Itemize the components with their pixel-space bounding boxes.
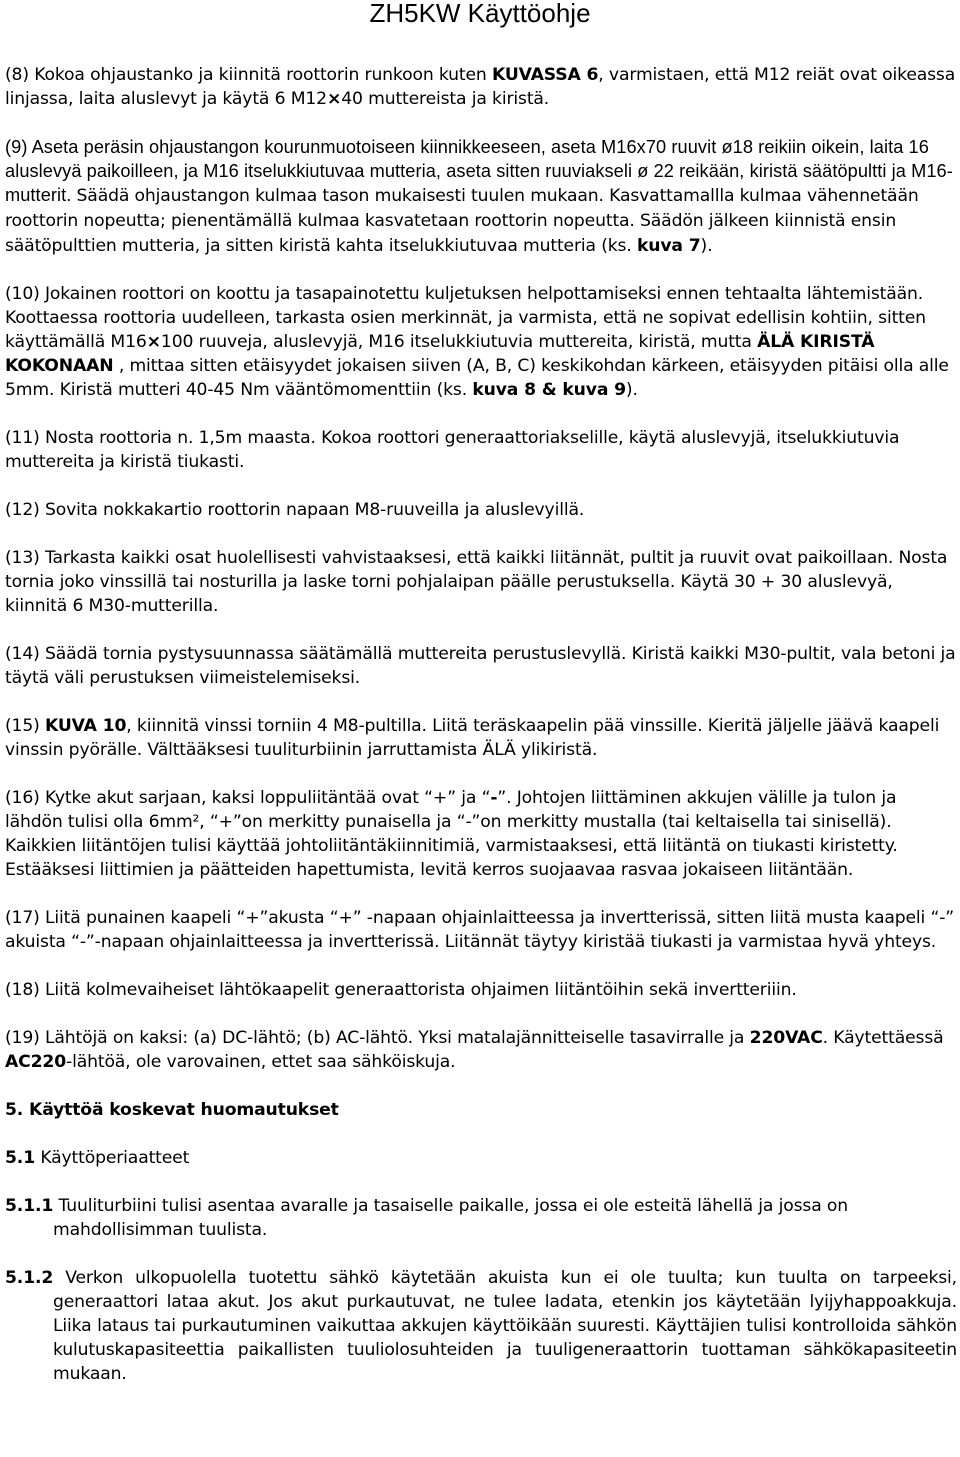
step-16-paragraph	[5, 786, 957, 882]
figure-ref-kuva-8-9: kuva 8 & kuva 9	[472, 380, 626, 400]
warning-do-not-fully-tighten: ÄLÄ KIRISTÄ KOKONAAN	[5, 332, 875, 376]
step-9-paragraph	[5, 135, 957, 258]
step-11-paragraph: (11) Nosta roottoria n. 1,5m maasta. Kokoa roottori generaattoriakselille, käytä aluslevyjä, itselukkiutuvia muttereita ja kiristä tiukasti.	[5, 428, 900, 472]
step-13-paragraph: (13) Tarkasta kaikki osat huolellisesti vahvistaaksesi, että kaikki liitännät, pultit ja ruuvit ovat paikoillaan. Nosta tornia joko vinssillä tai nosturilla ja laske torni pohjalaipan päälle perustuksella. Käytä 30 + 30 aluslevyä, kiinnitä 6 M30-mutterilla.	[5, 548, 948, 616]
step-14-paragraph: (14) Säädä tornia pystysuunnassa säätämällä muttereita perustuslevyllä. Kiristä kaikki M30-pultit, vala betoni ja täytä väli perustuksen viimeistelemiseksi.	[5, 644, 956, 688]
figure-ref-kuva-10: KUVA 10	[45, 716, 127, 736]
step-10-text-2: 100 ruuveja, aluslevyjä, M16 itselukkiutuvia muttereita, kiristä, mutta	[160, 332, 758, 352]
step-17-paragraph: (17) Liitä punainen kaapeli “+”akusta “+” -napaan ohjainlaitteessa ja invertterissä, sitten liitä musta kaapeli “-” akuista “-”-napaan ohjainlaitteessa ja invertterissä. Liitännät täytyy kiristää tiukasti ja varmistaa hyvä yhteys.	[5, 908, 955, 952]
step-8-text: (8) Kokoa ohjaustanko ja kiinnitä roottorin runkoon kuten	[5, 65, 492, 85]
minus-sign: -	[490, 788, 498, 808]
voltage-220vac: 220VAC	[749, 1028, 823, 1048]
step-10-text-4: ).	[625, 380, 638, 400]
section-number: 5.1.1	[5, 1196, 54, 1216]
step-16-text-2: ”. Johtojen liittäminen akkujen välille ja tulon ja lähdön tulisi olla 6mm², “+”on merkitty punaisella ja “-”on merkitty mustalla (tai keltaisella tai sinisellä). Kaikkien liitäntöjen tulisi käyttää johtoliitäntäkiinnitimiä, varmistaaksesi, että liitäntä on tiukasti kiristetty. Estääksesi liittimien ja päätteiden hapettumista, levitä kerros suojaavaa rasvaa jokaiseen liitäntään.	[5, 788, 898, 880]
step-19-text-3: -lähtöä, ole varovainen, ettet saa sähköiskuja.	[66, 1052, 456, 1072]
step-19-text-2: . Käytettäessä	[822, 1028, 944, 1048]
output-ac220: AC220	[5, 1052, 67, 1072]
step-8-paragraph	[5, 63, 957, 111]
step-10-text: (10) Jokainen roottori on koottu ja tasapainotettu kuljetuksen helpottamiseksi ennen tehtaalta lähtemistään. Koottaessa roottoria uudelleen, tarkasta osien merkinnät, ja varmista, että ne sopivat edellisin kohtiin, sitten käyttämällä M16	[5, 284, 926, 352]
step-15-text: (15)	[5, 716, 45, 736]
figure-ref-kuvassa-6: KUVASSA 6	[492, 65, 599, 85]
section-title: Käyttöperiaatteet	[35, 1148, 190, 1168]
section-text: Verkon ulkopuolella tuotettu sähkö käytetään akuista kun ei ole tuulta; kun tuulta on tarpeeksi, generaattori lataa akut. Jos akut purkautuvat, ne tulee ladata, etenkin jos käytetään lyijyhappoakkuja. Liika lataus tai purkautuminen vaikuttaa akkujen käyttöikään suuresti. Käyttäjien tulisi kontrolloida sähkön kulutuskapasiteettia paikallisten tuuliolosuhteiden ja tuuligeneraattorin tuottaman sähkökapasiteetin mukaan.	[53, 1268, 957, 1384]
step-9-text-2: Säädä ohjaustangon kulmaa tason mukaisesti tuulen mukaan. Kasvattamallla kulmaa vähennetään roottorin nopeutta; pienentämällä kulmaa kasvatetaan roottorin nopeutta. Säädön jälkeen kiinnistä ensin säätöpulttien mutteria, ja sitten kiristä kahta itselukkiutuvaa mutteria (ks.	[5, 186, 919, 256]
section-5-1-heading	[5, 1146, 957, 1170]
step-15-text-2: , kiinnitä vinssi torniin 4 M8-pultilla. Liitä teräskaapelin pää vinssille. Kieritä jäljelle jäävä kaapeli vinssin pyörälle. Välttääksesi tuuliturbiinin jarruttamista ÄLÄ ylikiristä.	[5, 716, 940, 760]
section-text: Tuuliturbiini tulisi asentaa avaralle ja tasaiselle paikalle, jossa ei ole esteitä lähellä ja jossa on mahdollisimman tuulista.	[53, 1196, 848, 1240]
step-18-paragraph: (18) Liitä kolmevaiheiset lähtökaapelit generaattorista ohjaimen liitäntöihin sekä invertteriiin.	[5, 980, 797, 1000]
section-number: 5.1	[5, 1148, 35, 1168]
page-title: ZH5KW Käyttöohje	[369, 0, 591, 28]
step-9-text-3: ).	[700, 236, 713, 256]
figure-ref-kuva-7: kuva 7	[637, 236, 701, 256]
section-number: 5.1.2	[5, 1268, 54, 1288]
step-10-text-3: , mittaa sitten etäisyydet jokaisen siiven (A, B, C) keskikohdan kärkeen, etäisyyden pitäisi olla alle 5mm. Kiristä mutteri 40-45 Nm vääntömomenttiin (ks.	[5, 356, 949, 400]
step-16-text: (16) Kytke akut sarjaan, kaksi loppuliitäntää ovat “+” ja “	[5, 788, 491, 808]
step-8-text-2: , varmistaen, että M12 reiät ovat oikeassa linjassa, laita aluslevyt ja käytä 6 M12	[5, 65, 956, 109]
section-5-1-2	[5, 1266, 957, 1386]
document-body	[5, 63, 957, 1410]
step-19-text: (19) Lähtöjä on kaksi: (a) DC-lähtö; (b) AC-lähtö. Yksi matalajännitteiselle tasavirralle ja	[5, 1028, 750, 1048]
step-9-text: (9) Aseta peräsin ohjaustangon kourunmuotoiseen kiinnikkeeseen, aseta M16x70 ruuvit ø18 reikiin oikein, laita 16 aluslevyä paikoilleen, ja M16 itselukkiutuvaa mutteria, aseta sitten ruuviakseli ø 22 reikään, kiristä säätöpultti ja M16-mutterit.	[5, 137, 953, 205]
section-5-heading: 5. Käyttöä koskevat huomautukset	[5, 1100, 339, 1120]
step-12-paragraph: (12) Sovita nokkakartio roottorin napaan M8-ruuveilla ja aluslevyillä.	[5, 500, 585, 520]
step-10-paragraph	[5, 282, 957, 402]
step-8-text-3: 40 muttereista ja kiristä.	[341, 89, 550, 109]
section-5-1-1	[5, 1194, 957, 1242]
step-19-paragraph	[5, 1026, 957, 1074]
step-15-paragraph	[5, 714, 957, 762]
times-sign: ×	[326, 89, 342, 109]
times-sign: ×	[146, 332, 161, 352]
